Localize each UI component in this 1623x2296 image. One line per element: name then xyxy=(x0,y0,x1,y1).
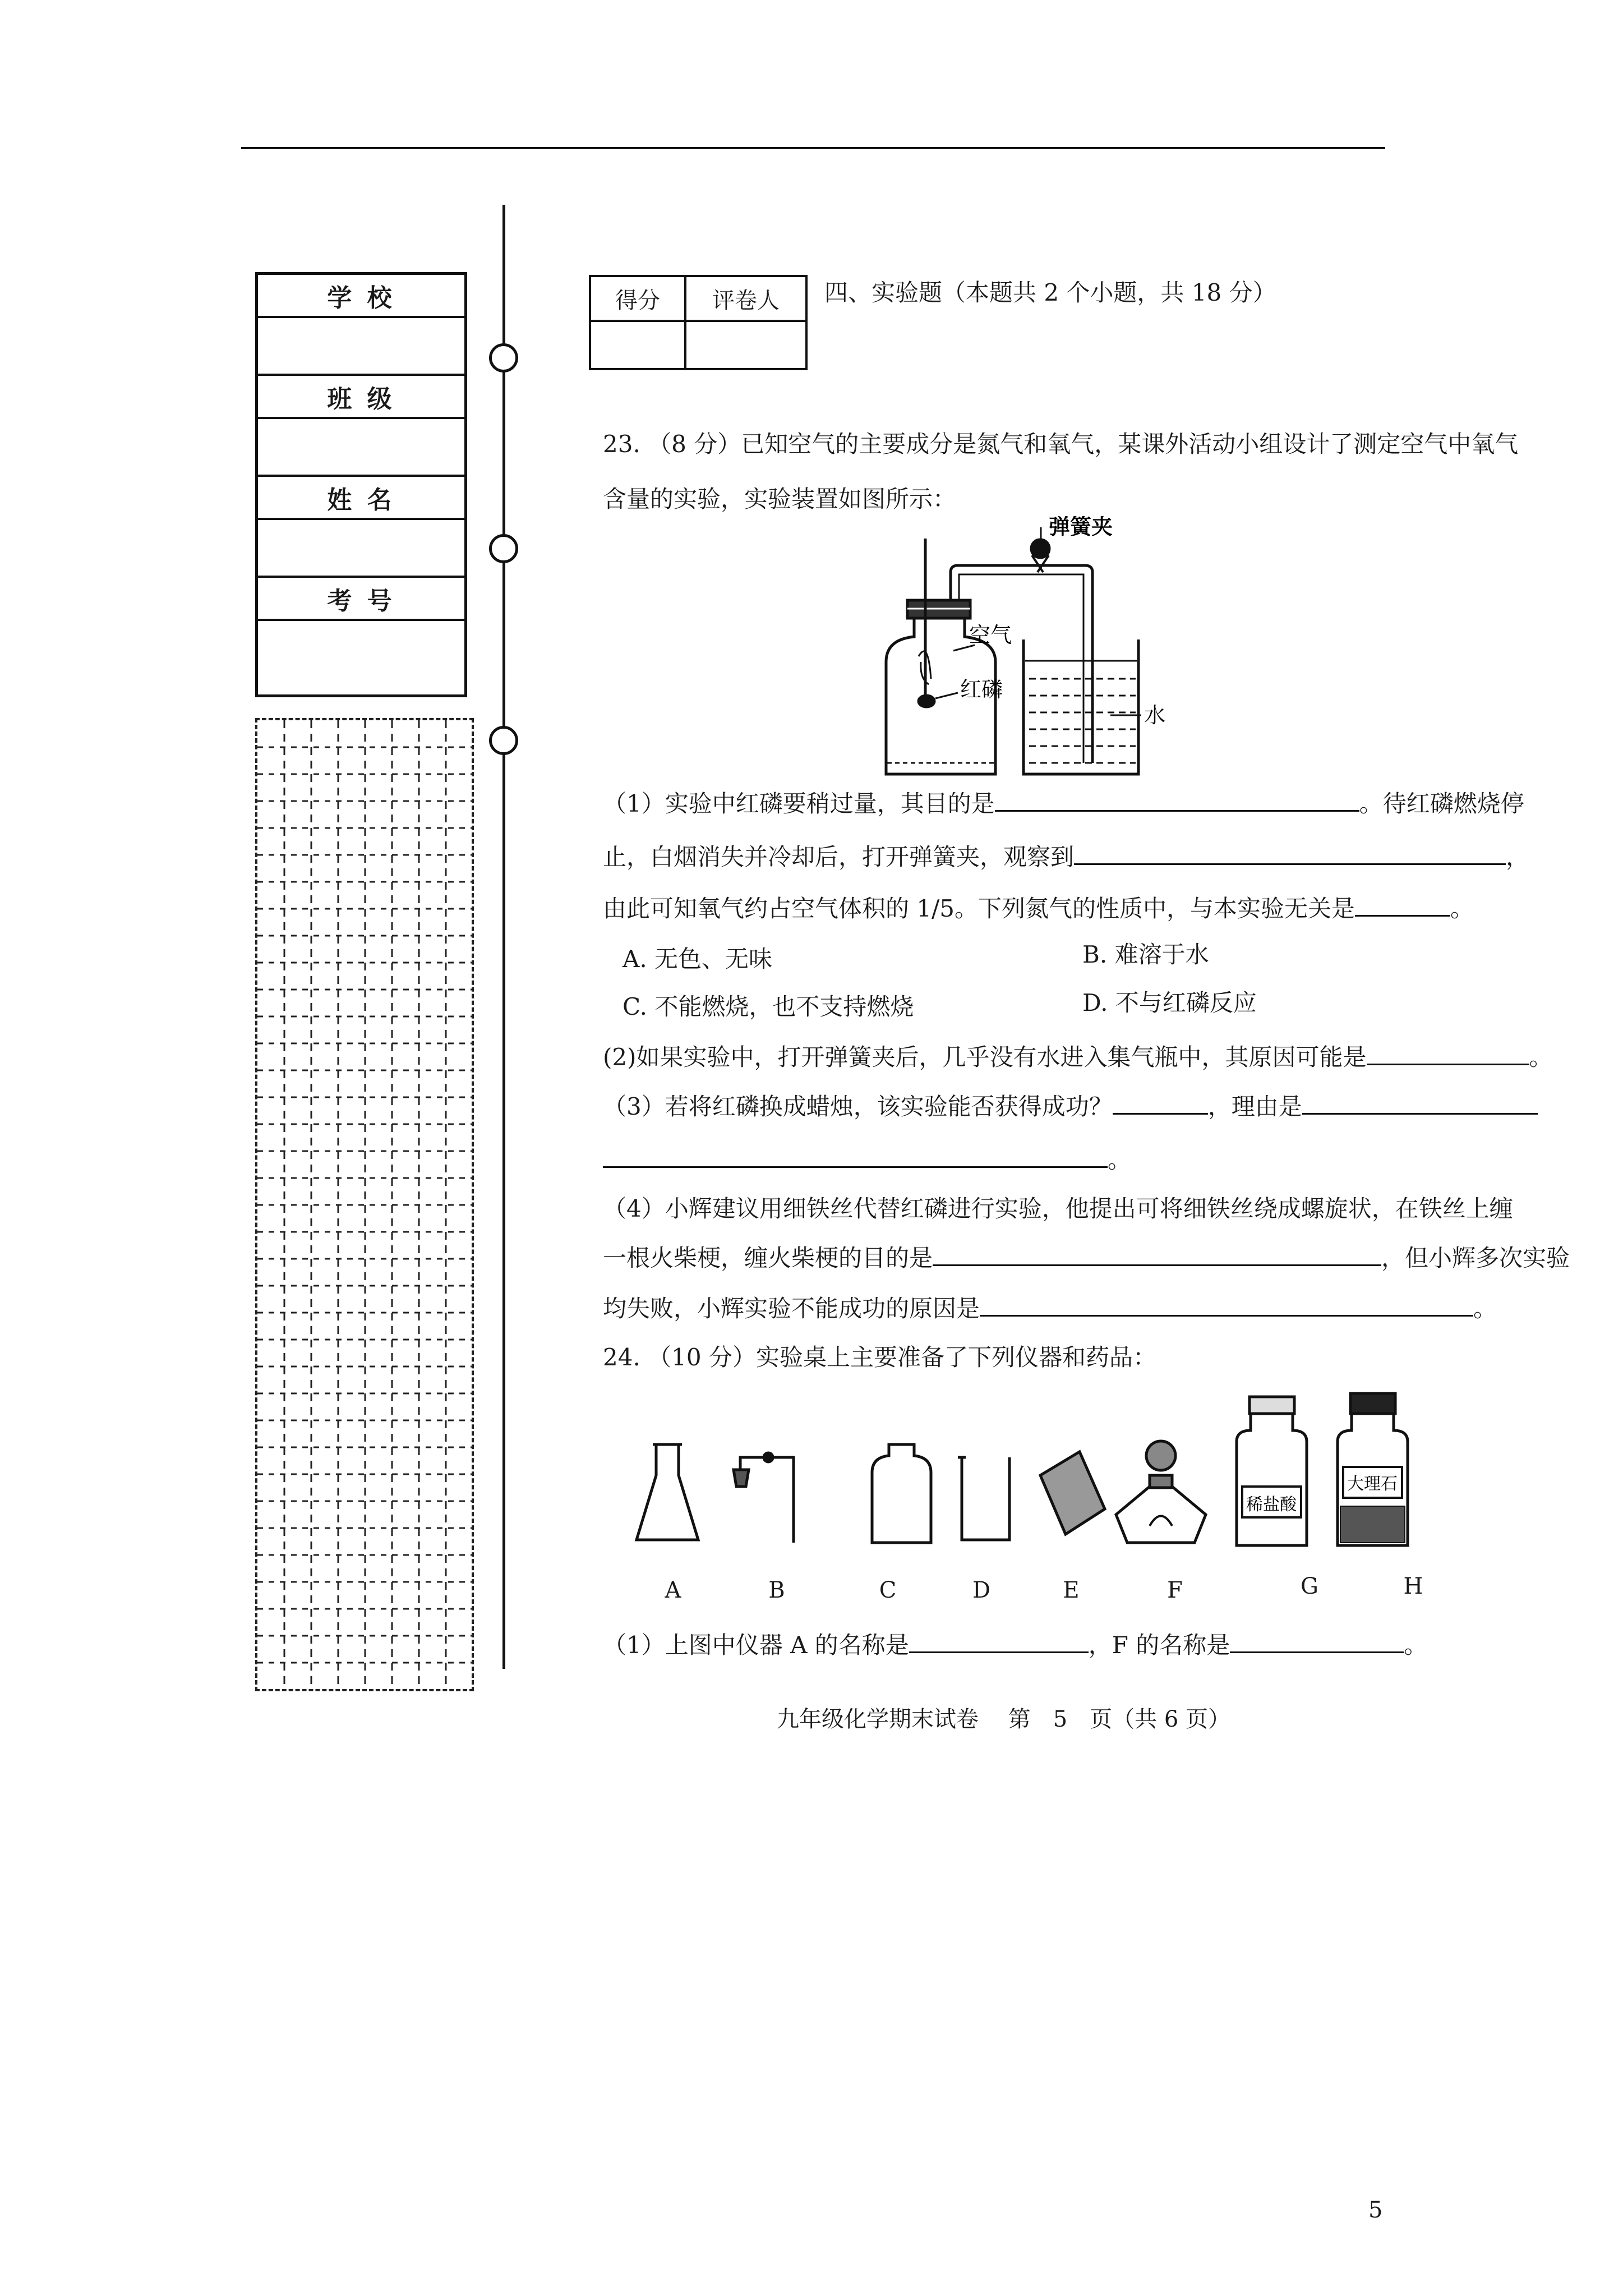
school-field xyxy=(258,318,464,376)
name-label: 姓 名 xyxy=(258,477,464,520)
q23-p2-text: 。 xyxy=(1529,1043,1553,1071)
alcohol-lamp-icon xyxy=(1116,1487,1206,1543)
stopper-tube-icon xyxy=(734,1470,749,1487)
gas-bottle-icon xyxy=(872,1444,931,1543)
option-c: C. 不能燃烧，也不支持燃烧 xyxy=(623,993,914,1020)
page-footer: 九年级化学期末试卷 第 5 页（共 6 页） xyxy=(777,1706,1231,1732)
grid-lines xyxy=(257,720,472,1689)
q23-p2-blank[interactable] xyxy=(1367,1039,1529,1065)
caption-h: H xyxy=(1403,1573,1423,1599)
conical-flask-icon xyxy=(637,1444,698,1540)
exam-no-label: 考 号 xyxy=(258,578,464,621)
page-number: 5 xyxy=(1368,2197,1383,2223)
q23-p4-line1: （4）小辉建议用细铁丝代替红磷进行实验，他提出可将细铁丝绕成螺旋状，在铁丝上缠 xyxy=(603,1195,1513,1222)
binding-hole xyxy=(489,726,518,755)
dashed-answer-grid xyxy=(255,718,474,1691)
q24-p1-blank2[interactable] xyxy=(1230,1627,1404,1653)
q23-p4-text: 均失败，小辉实验不能成功的原因是 xyxy=(603,1295,980,1322)
q23-p3-text: 。 xyxy=(1108,1146,1132,1174)
q24-p1 xyxy=(603,1627,1427,1662)
exam-no-field xyxy=(258,621,464,697)
school-label: 学 校 xyxy=(258,275,464,318)
q23-p4-blank2[interactable] xyxy=(980,1290,1473,1317)
q24-p1-text: （1）上图中仪器 A 的名称是 xyxy=(603,1631,909,1659)
grader-header: 评卷人 xyxy=(686,277,805,322)
caption-f: F xyxy=(1167,1577,1183,1603)
q24-p1-blank1[interactable] xyxy=(909,1627,1089,1653)
score-cell xyxy=(591,322,686,368)
q23-p1-blank3[interactable] xyxy=(1355,890,1450,917)
q23-p2-text: (2)如果实验中，打开弹簧夹后，几乎没有水进入集气瓶中，其原因可能是 xyxy=(603,1043,1367,1071)
binding-line xyxy=(502,205,505,1669)
grader-cell xyxy=(686,322,805,368)
q23-p1-line2 xyxy=(603,839,1529,874)
q23-p1-line3 xyxy=(603,890,1474,926)
q23-p1-line1 xyxy=(603,785,1524,821)
option-a: A. 无色、无味 xyxy=(623,945,773,973)
q23-p4-text: ，但小辉多次实验 xyxy=(1381,1244,1570,1272)
water-label: 水 xyxy=(1144,703,1166,728)
q23-p3-line2 xyxy=(603,1142,1131,1177)
class-label: 班 级 xyxy=(258,376,464,419)
caption-d: D xyxy=(972,1577,991,1603)
q23-p1-blank2[interactable] xyxy=(1074,839,1506,865)
score-header: 得分 xyxy=(591,277,686,322)
q23-p4-text: 一根火柴梗，缠火柴梗的目的是 xyxy=(603,1244,933,1272)
q23-p1-text: 止，白烟消失并冷却后，打开弹簧夹，观察到 xyxy=(603,843,1075,871)
binding-hole xyxy=(489,343,518,372)
bottle-h-label: 大理石 xyxy=(1347,1474,1398,1494)
q23-p1-blank1[interactable] xyxy=(995,785,1359,812)
q24-p1-text: 。 xyxy=(1404,1631,1428,1659)
q23-p1-text: （1）实验中红磷要稍过量，其目的是 xyxy=(603,790,995,817)
apparatus-row xyxy=(634,1391,1509,1559)
q23-p3-blank1[interactable] xyxy=(1113,1088,1208,1115)
student-info-box xyxy=(255,272,467,697)
caption-c: C xyxy=(879,1577,897,1603)
beaker-icon xyxy=(958,1457,1009,1540)
q23-p1-text: ， xyxy=(1506,843,1530,871)
air-label: 空气 xyxy=(969,623,1012,647)
option-d: D. 不与红磷反应 xyxy=(1082,989,1257,1016)
q23-p2 xyxy=(603,1039,1553,1074)
q23-line2: 含量的实验，实验装置如图所示： xyxy=(603,485,957,513)
name-field xyxy=(258,520,464,578)
q23-p4-blank1[interactable] xyxy=(933,1240,1381,1266)
hydrochloric-acid-bottle-icon xyxy=(1237,1412,1307,1545)
phosphorus-label: 红磷 xyxy=(960,677,1003,702)
option-b: B. 难溶于水 xyxy=(1082,941,1209,968)
glass-plate-icon xyxy=(1040,1452,1105,1534)
q23-p3-blank2[interactable] xyxy=(1302,1088,1538,1115)
q23-p1-text: 。 xyxy=(1450,895,1474,922)
caption-g: G xyxy=(1301,1573,1318,1599)
q23-p4-line3 xyxy=(603,1290,1497,1326)
q23-p4-text: 。 xyxy=(1473,1295,1497,1322)
q24-line1: 24. （10 分）实验桌上主要准备了下列仪器和药品： xyxy=(603,1343,1156,1371)
q24-p1-text: ，F 的名称是 xyxy=(1088,1631,1230,1659)
q23-p1-text: 。待红磷燃烧停 xyxy=(1359,790,1524,817)
section-title: 四、实验题（本题共 2 个小题，共 18 分） xyxy=(824,279,1276,306)
q23-p3-line1 xyxy=(603,1088,1538,1124)
binding-hole xyxy=(489,534,518,563)
oxygen-experiment-apparatus xyxy=(875,516,1189,780)
class-field xyxy=(258,419,464,477)
score-table xyxy=(589,275,808,370)
q23-line1: 23. （8 分）已知空气的主要成分是氮气和氧气，某课外活动小组设计了测定空气中氧气 xyxy=(603,430,1519,458)
caption-b: B xyxy=(768,1577,785,1603)
q23-p3-text: ，理由是 xyxy=(1207,1093,1302,1120)
caption-e: E xyxy=(1063,1577,1080,1603)
q23-p3-text: （3）若将红磷换成蜡烛，该实验能否获得成功？ xyxy=(603,1093,1113,1120)
q23-p4-line2 xyxy=(603,1240,1570,1275)
bottle-g-label: 稀盐酸 xyxy=(1246,1495,1297,1515)
clip-label: 弹簧夹 xyxy=(1049,516,1113,539)
q23-p1-text: 由此可知氧气约占空气体积的 1/5。下列氮气的性质中，与本实验无关是 xyxy=(603,895,1355,922)
caption-a: A xyxy=(665,1577,681,1603)
top-rule xyxy=(241,147,1385,149)
q23-p3-blank3[interactable] xyxy=(603,1142,1108,1168)
